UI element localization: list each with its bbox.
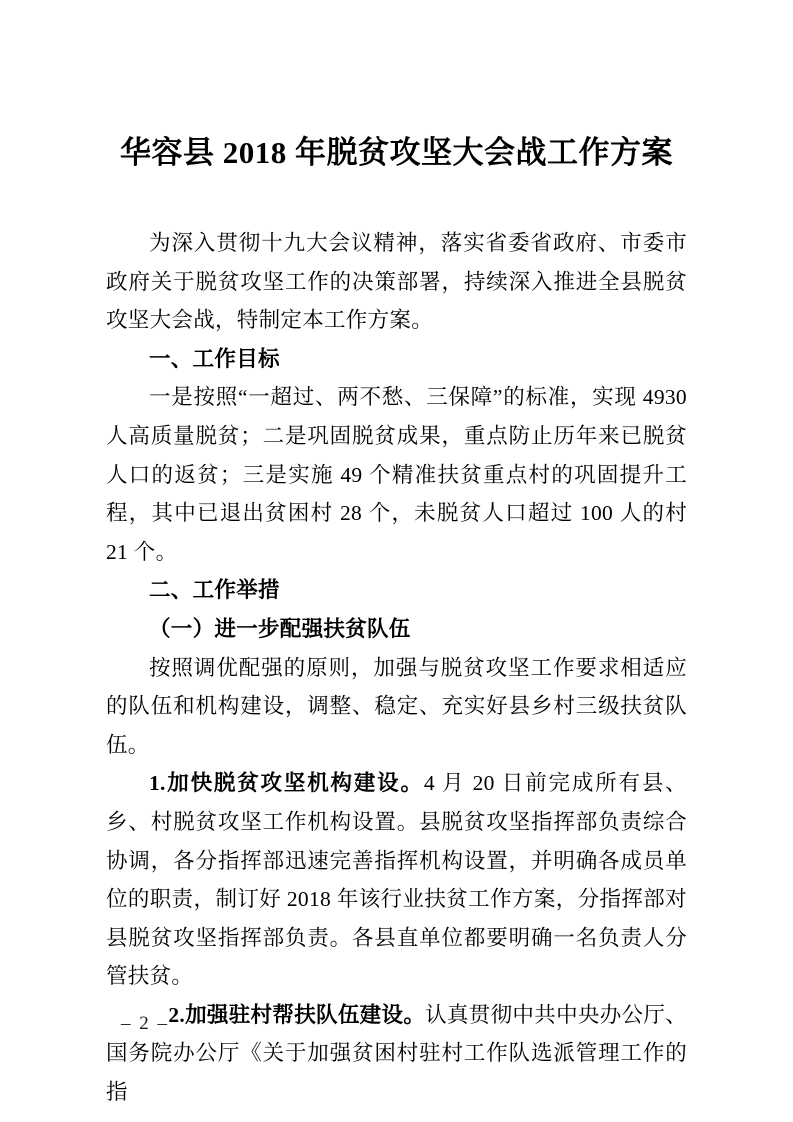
document-content	[106, 0, 687, 1112]
section-1-heading: 一、工作目标	[149, 346, 280, 371]
item-1-text: 4 月 20 日前完成所有县、乡、村脱贫攻坚工作机构设置。县脱贫攻坚指挥部负责综合协调，各分指挥部迅速完善指挥机构设置，并明确各成员单位的职责，制订好 2018 年该行业扶贫工作方案，分指挥部对县脱贫攻坚指挥部负责。各县直单位都要明确一名负责人分管扶贫。	[106, 771, 687, 989]
document-body	[106, 224, 687, 1112]
page-number: – 2 –	[121, 1013, 169, 1034]
document-title: 华容县 2018 年脱贫攻坚大会战工作方案	[120, 135, 673, 170]
item-2-paragraph	[106, 996, 687, 1112]
subsection-1-paragraph: 按照调优配强的原则，加强与脱贫攻坚工作要求相适应的队伍和机构建设，调整、稳定、充实好县乡村三级扶贫队伍。	[106, 655, 687, 757]
item-1-label: 1.加快脱贫攻坚机构建设。	[149, 771, 424, 796]
item-2-label: 2.加强驻村帮扶队伍建设。	[168, 1002, 426, 1027]
item-1-paragraph	[106, 764, 687, 996]
subsection-1-heading: （一）进一步配强扶贫队伍	[149, 616, 411, 641]
section-1-paragraph: 一是按照“一超过、两不愁、三保障”的标准，实现 4930 人高质量脱贫；二是巩固脱贫成果，重点防止历年来已脱贫人口的返贫；三是实施 49 个精准扶贫重点村的巩固提升工程，其中已退出贫困村 28 个，未脱贫人口超过 100 人的村 21 个。	[106, 385, 687, 564]
intro-paragraph: 为深入贯彻十九大会议精神，落实省委省政府、市委市政府关于脱贫攻坚工作的决策部署，持续深入推进全县脱贫攻坚大会战，特制定本工作方案。	[106, 231, 687, 333]
section-2-heading: 二、工作举措	[149, 578, 280, 603]
item-2-text: 认真贯彻中共中央办公厅、国务院办公厅《关于加强贫困村驻村工作队选派管理工作的指	[106, 1002, 687, 1105]
